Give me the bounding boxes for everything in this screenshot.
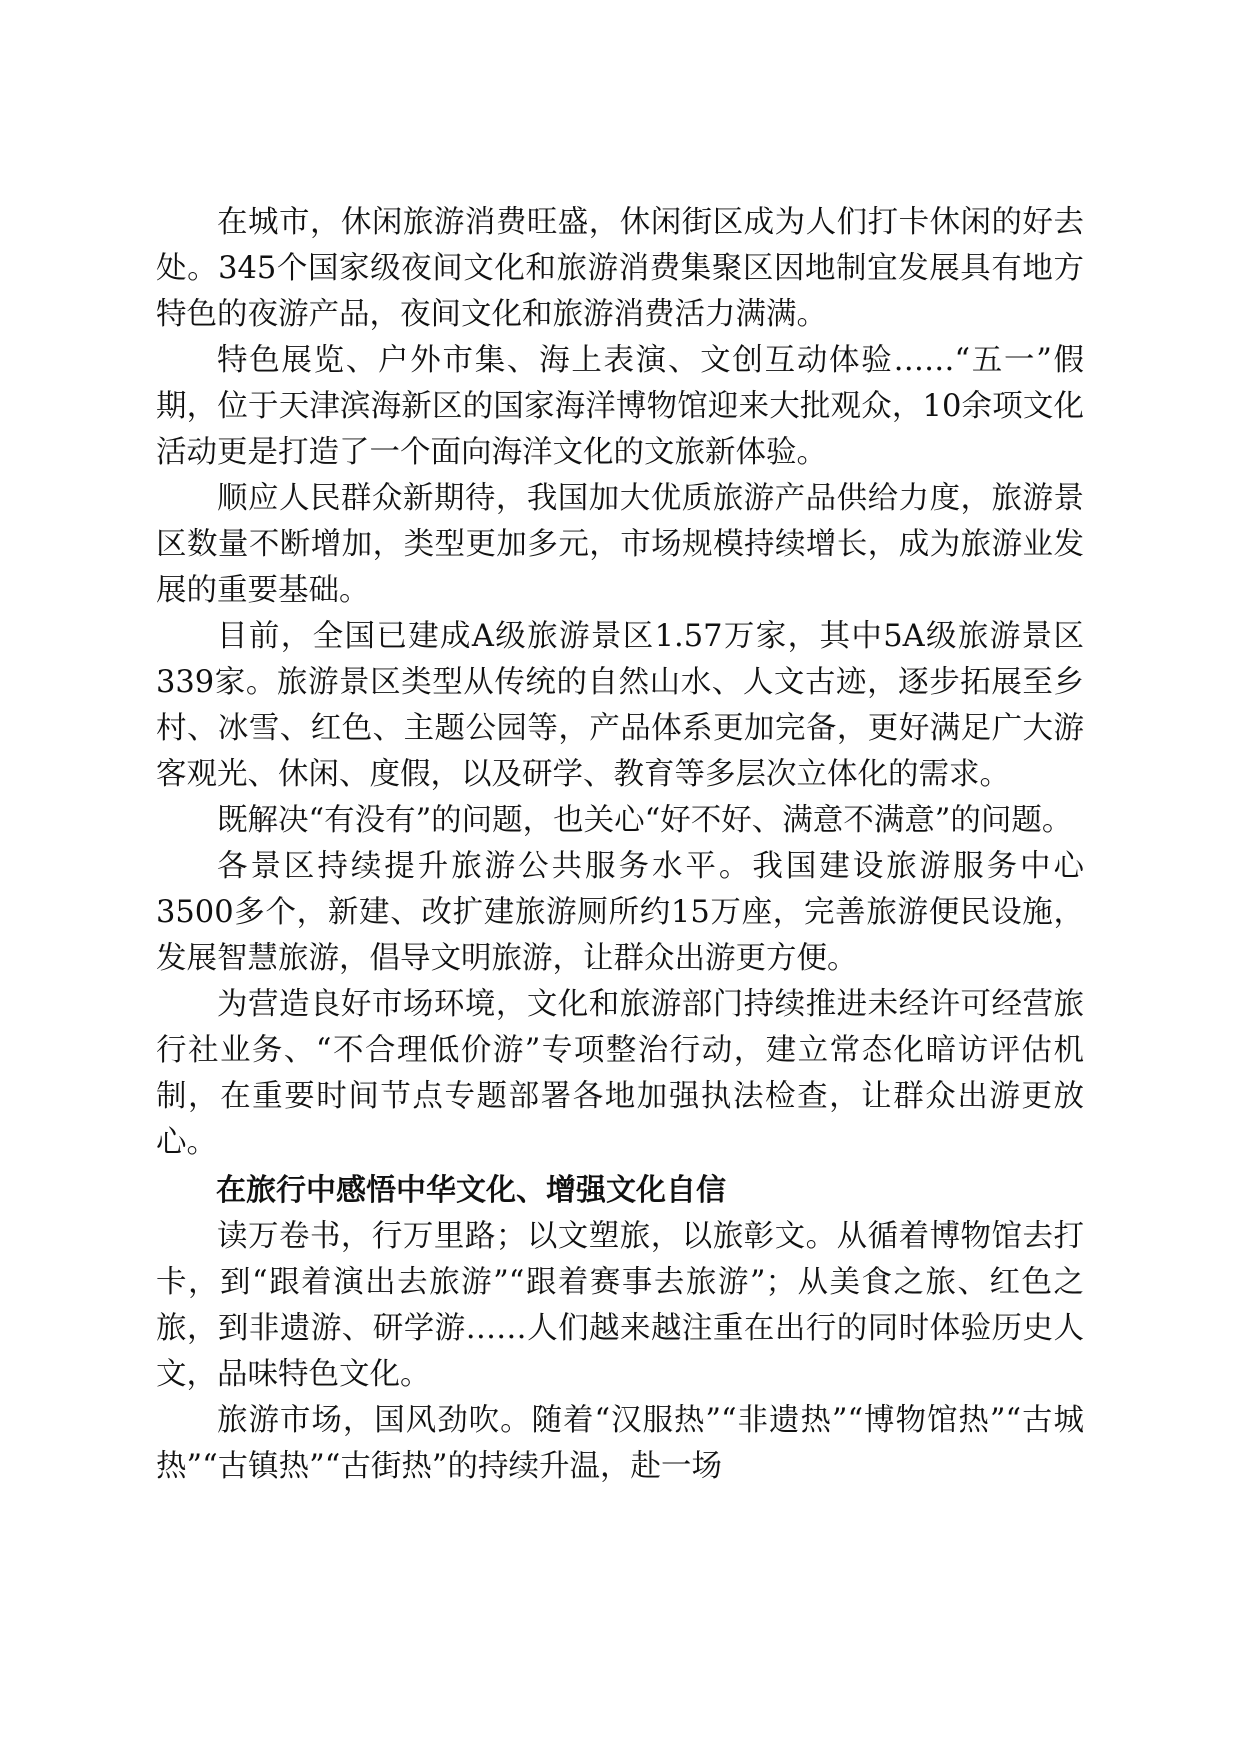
paragraph-public-services: 各景区持续提升旅游公共服务水平。我国建设旅游服务中心3500多个，新建、改扩建旅游厕所约15万座，完善旅游便民设施，发展智慧旅游，倡导文明旅游，让群众出游更方便。	[156, 849, 1084, 976]
paragraph-ocean-museum: 特色展览、户外市集、海上表演、文创互动体验……“五一”假期，位于天津滨海新区的国家海洋博物馆迎来大批观众，10余项文化活动更是打造了一个面向海洋文化的文旅新体验。	[156, 343, 1084, 470]
paragraph-supply: 顺应人民群众新期待，我国加大优质旅游产品供给力度，旅游景区数量不断增加，类型更加多元，市场规模持续增长，成为旅游业发展的重要基础。	[156, 481, 1084, 608]
paragraph-culture-travel: 读万卷书，行万里路；以文塑旅，以旅彰文。从循着博物馆去打卡，到“跟着演出去旅游”“跟着赛事去旅游”；从美食之旅、红色之旅，到非遗游、研学游……人们越来越注重在出行的同时体验历史人文，品味特色文化。	[156, 1219, 1084, 1392]
paragraph-national-style: 旅游市场，国风劲吹。随着“汉服热”“非遗热”“博物馆热”“古城热”“古镇热”“古街热”的持续升温，赴一场	[156, 1403, 1084, 1484]
paragraph-scenic-areas: 目前，全国已建成A级旅游景区1.57万家，其中5A级旅游景区339家。旅游景区类型从传统的自然山水、人文古迹，逐步拓展至乡村、冰雪、红色、主题公园等，产品体系更加完备，更好满足广大游客观光、休闲、度假，以及研学、教育等多层次立体化的需求。	[156, 619, 1084, 792]
section-heading: 在旅行中感悟中华文化、增强文化自信	[216, 1173, 726, 1208]
article-body	[156, 200, 1084, 1490]
paragraph-satisfaction: 既解决“有没有”的问题，也关心“好不好、满意不满意”的问题。	[217, 803, 1073, 838]
paragraph-market-environment: 为营造良好市场环境，文化和旅游部门持续推进未经许可经营旅行社业务、“不合理低价游”专项整治行动，建立常态化暗访评估机制，在重要时间节点专题部署各地加强执法检查，让群众出游更放心。	[156, 987, 1084, 1160]
paragraph-city-leisure: 在城市，休闲旅游消费旺盛，休闲街区成为人们打卡休闲的好去处。345个国家级夜间文化和旅游消费集聚区因地制宜发展具有地方特色的夜游产品，夜间文化和旅游消费活力满满。	[156, 205, 1084, 332]
